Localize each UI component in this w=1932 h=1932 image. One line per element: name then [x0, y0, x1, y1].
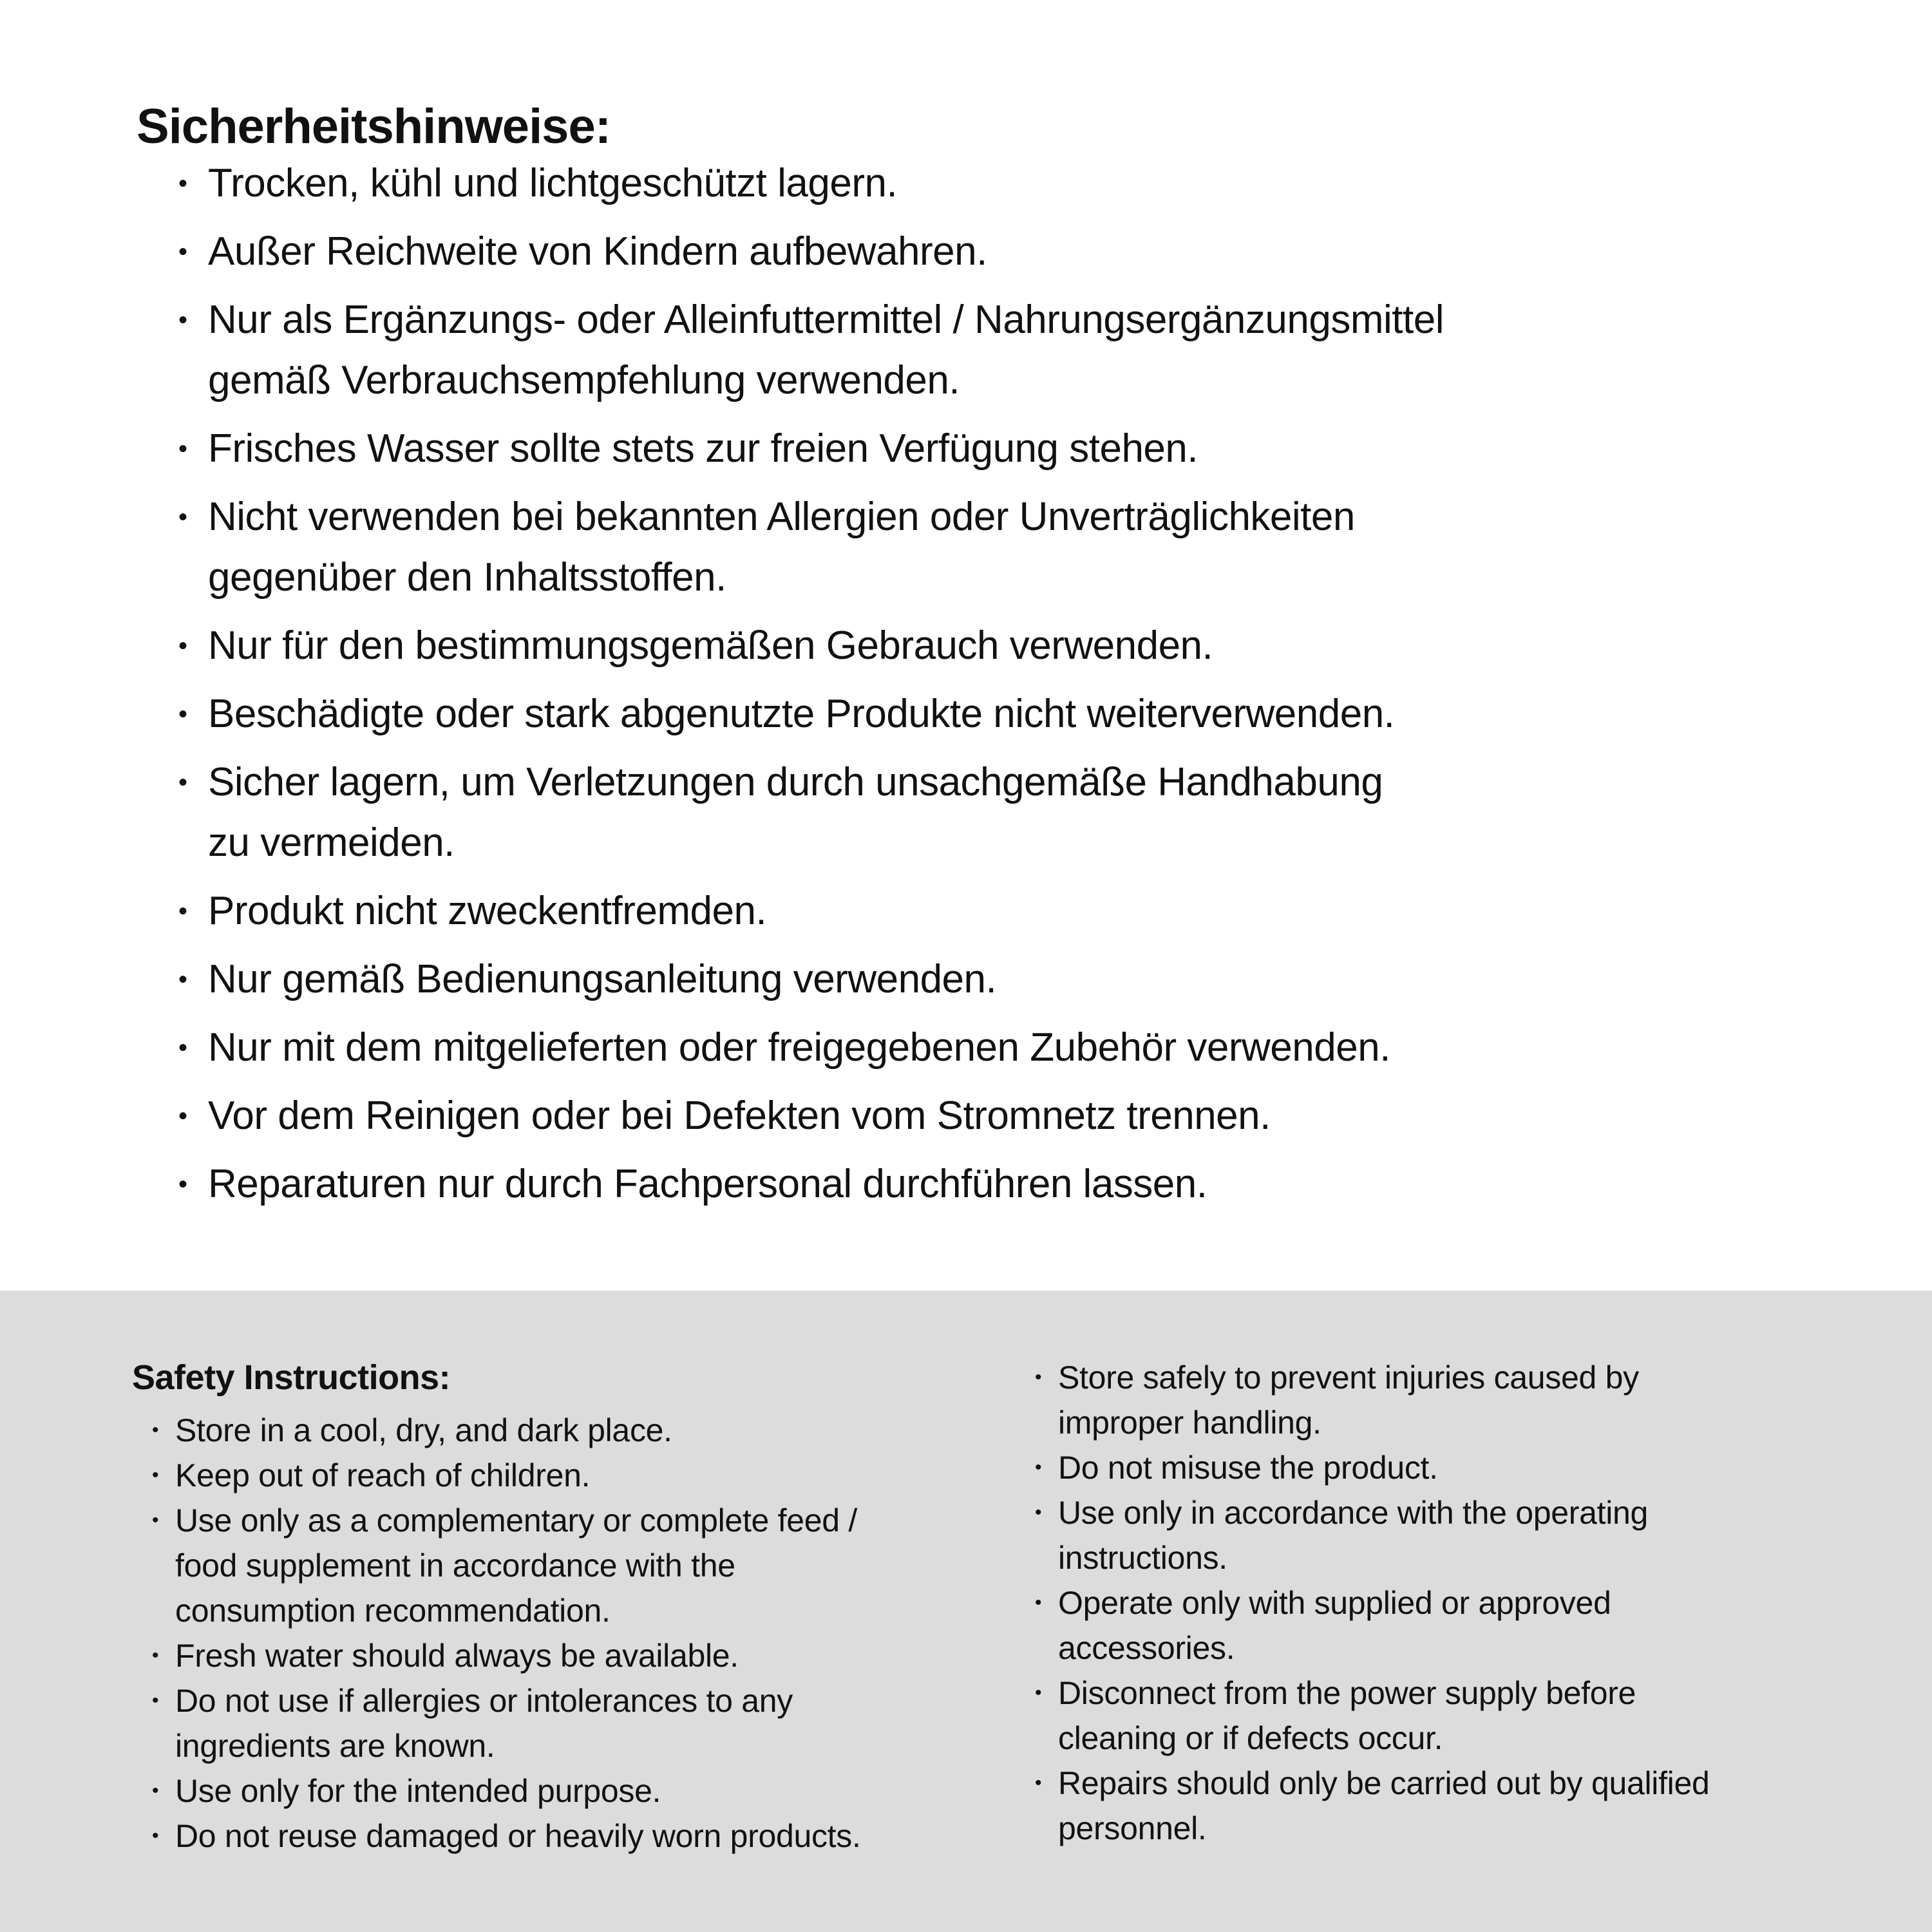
list-item-line: • Nur mit dem mitgelieferten oder freigegebenen Zubehör verwenden.	[208, 1025, 1390, 1070]
list-item-line: zu vermeiden.	[208, 820, 455, 865]
list-item-line: consumption recommendation.	[175, 1593, 611, 1629]
english-title: Safety Instructions:	[132, 1358, 451, 1397]
list-item	[152, 1408, 1008, 1453]
list-item	[178, 1086, 1444, 1146]
english-bullet-list-right	[1035, 1355, 1898, 1851]
german-title: Sicherheitshinweise:	[137, 99, 611, 154]
list-item	[178, 222, 1444, 282]
list-item-line: • Trocken, kühl und lichtgeschützt lagern.	[208, 161, 898, 205]
list-item-line: • Vor dem Reinigen oder bei Defekten vom Stromnetz trennen.	[208, 1094, 1271, 1138]
list-item-line: improper handling.	[1058, 1405, 1321, 1441]
english-section	[0, 1291, 1932, 1932]
list-item-line: • Repairs should only be carried out by qualified	[1058, 1765, 1710, 1801]
list-item	[1035, 1445, 1898, 1490]
list-item	[152, 1814, 1008, 1859]
list-item	[1035, 1355, 1898, 1445]
list-item	[1035, 1671, 1898, 1761]
list-item-line: • Fresh water should always be available.	[175, 1638, 739, 1674]
list-item-line: gegenüber den Inhaltsstoffen.	[208, 555, 726, 600]
list-item-line: • Do not misuse the product.	[1058, 1450, 1438, 1486]
list-item-line: • Außer Reichweite von Kindern aufbewahren.	[208, 229, 987, 274]
list-item-line: • Use only in accordance with the operating	[1058, 1495, 1649, 1531]
list-item-line: food supplement in accordance with the	[175, 1548, 735, 1584]
list-item-line: instructions.	[1058, 1540, 1227, 1576]
list-item-line: • Nicht verwenden bei bekannten Allergien oder Unverträglichkeiten	[208, 495, 1355, 539]
list-item-line: • Nur gemäß Bedienungsanleitung verwenden.	[208, 957, 997, 1001]
list-item-line: • Use only as a complementary or complete feed /	[175, 1502, 857, 1539]
list-item	[178, 752, 1444, 873]
list-item	[152, 1633, 1008, 1678]
list-item-line: • Do not use if allergies or intolerances to any	[175, 1683, 793, 1719]
list-item	[178, 684, 1444, 744]
list-item-line: • Reparaturen nur durch Fachpersonal durchführen lassen.	[208, 1162, 1208, 1206]
list-item-line: ingredients are known.	[175, 1728, 495, 1764]
list-item	[152, 1768, 1008, 1814]
list-item	[178, 1154, 1444, 1215]
list-item	[178, 153, 1444, 214]
list-item-line: • Store in a cool, dry, and dark place.	[175, 1412, 672, 1448]
list-item	[178, 419, 1444, 479]
list-item-line: personnel.	[1058, 1810, 1207, 1846]
list-item-line: • Nur als Ergänzungs- oder Alleinfuttermittel / Nahrungsergänzungsmittel	[208, 298, 1444, 342]
english-column-left	[132, 1355, 1008, 1859]
list-item-line: • Nur für den bestimmungsgemäßen Gebrauch verwenden.	[208, 623, 1213, 668]
english-bullet-list-left	[152, 1408, 1008, 1859]
list-item-line: • Store safely to prevent injuries caused by	[1058, 1359, 1639, 1396]
list-item	[178, 487, 1444, 608]
list-item-line: accessories.	[1058, 1630, 1235, 1666]
list-item	[178, 1018, 1444, 1078]
list-item	[152, 1453, 1008, 1498]
list-item-line: • Keep out of reach of children.	[175, 1457, 591, 1493]
list-item	[1035, 1580, 1898, 1671]
list-item-line: • Produkt nicht zweckentfremden.	[208, 889, 767, 933]
english-column-right	[1035, 1355, 1898, 1851]
list-item	[152, 1678, 1008, 1768]
list-item-line: • Do not reuse damaged or heavily worn products.	[175, 1818, 861, 1854]
list-item	[1035, 1490, 1898, 1580]
list-item-line: • Frisches Wasser sollte stets zur freien Verfügung stehen.	[208, 426, 1198, 471]
list-item	[1035, 1761, 1898, 1851]
list-item	[178, 290, 1444, 411]
list-item	[178, 949, 1444, 1010]
list-item-line: • Use only for the intended purpose.	[175, 1773, 661, 1809]
list-item-line: • Sicher lagern, um Verletzungen durch unsachgemäße Handhabung	[208, 760, 1383, 804]
list-item	[152, 1498, 1008, 1633]
list-item	[178, 616, 1444, 676]
list-item-line: cleaning or if defects occur.	[1058, 1720, 1443, 1756]
list-item-line: gemäß Verbrauchsempfehlung verwenden.	[208, 358, 960, 402]
list-item-line: • Disconnect from the power supply before	[1058, 1675, 1636, 1711]
german-bullet-list	[178, 153, 1444, 1222]
list-item	[178, 881, 1444, 942]
list-item-line: • Beschädigte oder stark abgenutzte Produkte nicht weiterverwenden.	[208, 692, 1395, 736]
list-item-line: • Operate only with supplied or approved	[1058, 1585, 1611, 1621]
